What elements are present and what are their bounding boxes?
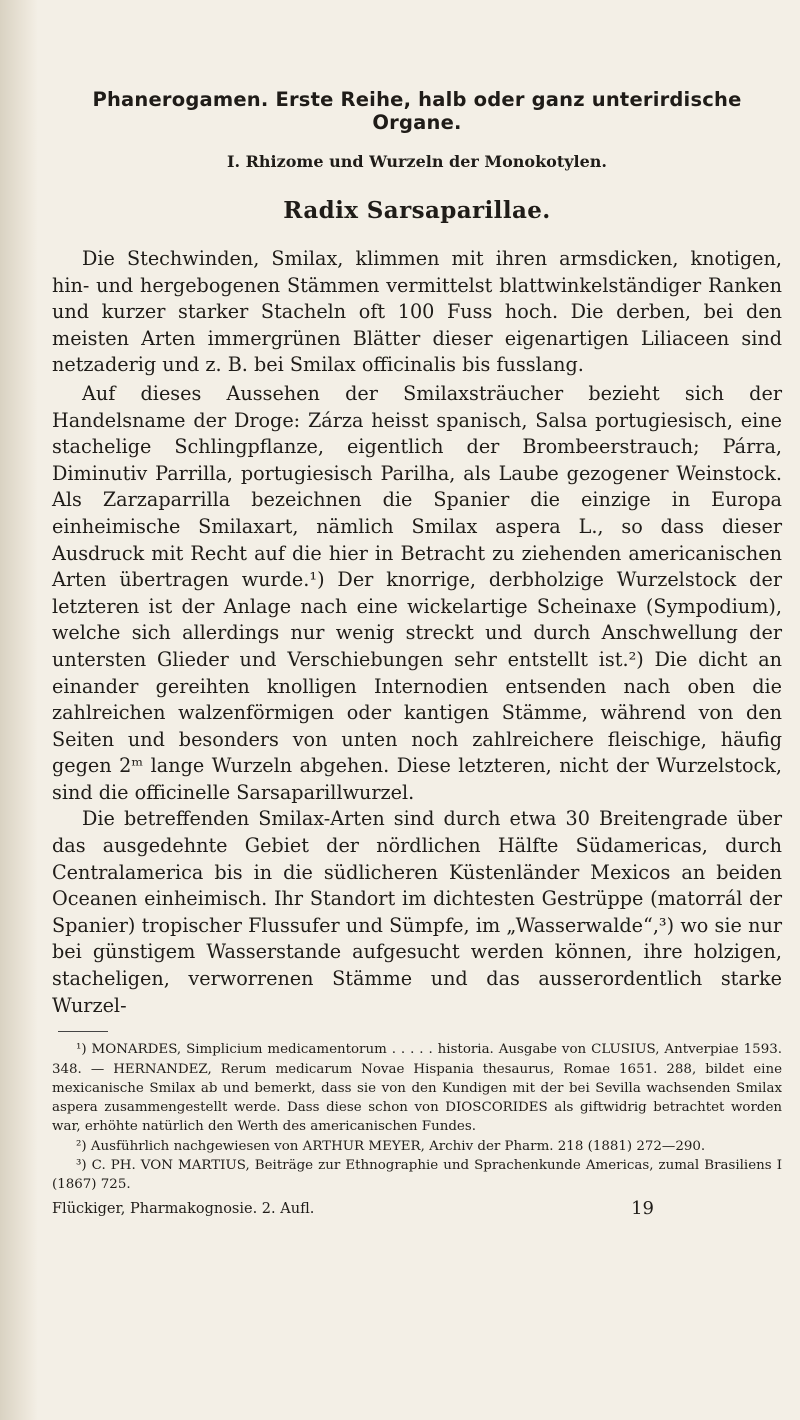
footnote: ¹) MONARDES, Simplicium medicamentorum . . . . . historia. Ausgabe von CLUSIUS, Antverpiae 1593. 348. — HERNANDEZ, Rerum medicarum Novae Hispania thesaurus, Romae 1651. 288, bildet eine mexicanische Smilax ab und bemerkt, dass sie von den Kundigen mit der bei Sevilla wachsenden Smilax aspera zusammengestellt werde. Dass diese schon von DIOSCORIDES als giftwidrig betrachtet worden war, erhöhte natürlich den Werth des americanischen Fundes. bbox=[52, 1042, 782, 1135]
page-footer bbox=[52, 1197, 782, 1219]
page-title: Radix Sarsaparillae. bbox=[283, 197, 551, 224]
body-text bbox=[52, 246, 782, 1019]
section-heading: I. Rhizome und Wurzeln der Monokotylen. bbox=[227, 152, 607, 171]
footer-citation: Flückiger, Pharmakognosie. 2. Aufl. bbox=[52, 1200, 315, 1217]
footnotes bbox=[52, 1040, 782, 1194]
running-header: Phanerogamen. Erste Reihe, halb oder ganz unterirdische Organe. bbox=[92, 88, 742, 134]
paragraph: Auf dieses Aussehen der Smilaxsträucher bezieht sich der Handelsname der Droge: Zárza heisst spanisch, Salsa portugiesisch, eine stachelige Schlingpflanze, eigentlich der Brombeerstrauch; Párra, Diminutiv Parrilla, portugiesisch Parilha, als Laube gezogener Weinstock. Als Zarzaparrilla bezeichnen die Spanier die einzige in Europa einheimische Smilaxart, nämlich Smilax aspera L., so dass dieser Ausdruck mit Recht auf die hier in Betracht zu ziehenden americanischen Arten übertragen wurde.¹) Der knorrige, derbholzige Wurzelstock der letzteren ist der Anlage nach eine wickelartige Scheinaxe (Sympodium), welche sich allerdings nur wenig streckt und durch Anschwellung der untersten Glieder und Verschiebungen sehr entstellt ist.²) Die dicht an einander gereihten knolligen Internodien entsenden nach oben die zahlreichen walzenförmigen oder kantigen Stämme, während von den Seiten und besonders von unten noch zahlreichere fleischige, häufig gegen 2ᵐ lange Wurzeln abgehen. Diese letzteren, nicht der Wurzelstock, sind die officinelle Sarsaparillwurzel. bbox=[52, 381, 782, 804]
footnote-divider bbox=[58, 1031, 108, 1032]
page-number: 19 bbox=[631, 1197, 654, 1219]
footnote: ³) C. PH. VON MARTIUS, Beiträge zur Ethnographie und Sprachenkunde Americas, zumal Brasiliens I (1867) 725. bbox=[52, 1158, 782, 1193]
book-page bbox=[52, 88, 782, 1217]
footnote: ²) Ausführlich nachgewiesen von ARTHUR MEYER, Archiv der Pharm. 218 (1881) 272—290. bbox=[76, 1138, 706, 1154]
paragraph: Die betreffenden Smilax-Arten sind durch etwa 30 Breitengrade über das ausgedehnte Gebiet der nördlichen Hälfte Südamericas, durch Centralamerica bis in die südlicheren Küstenländer Mexicos an beiden Oceanen einheimisch. Ihr Standort im dichtesten Gestrüppe (matorrál der Spanier) tropischer Flussufer und Sümpfe, im „Wasserwalde“,³) wo sie nur bei günstigem Wasserstande aufgesucht werden können, ihre holzigen, stacheligen, verworrenen Stämme und das ausserordentlich starke Wurzel- bbox=[52, 807, 782, 1017]
page-spine-shadow bbox=[0, 0, 38, 1420]
paragraph: Die Stechwinden, Smilax, klimmen mit ihren armsdicken, knotigen, hin- und hergebogenen Stämmen vermittelst blattwinkelständiger Ranken und kurzer starker Stacheln oft 100 Fuss hoch. Die derben, bei den meisten Arten immergrünen Blätter dieser eigenartigen Liliaceen sind netzaderig und z. B. bei Smilax officinalis bis fusslang. bbox=[52, 247, 782, 377]
